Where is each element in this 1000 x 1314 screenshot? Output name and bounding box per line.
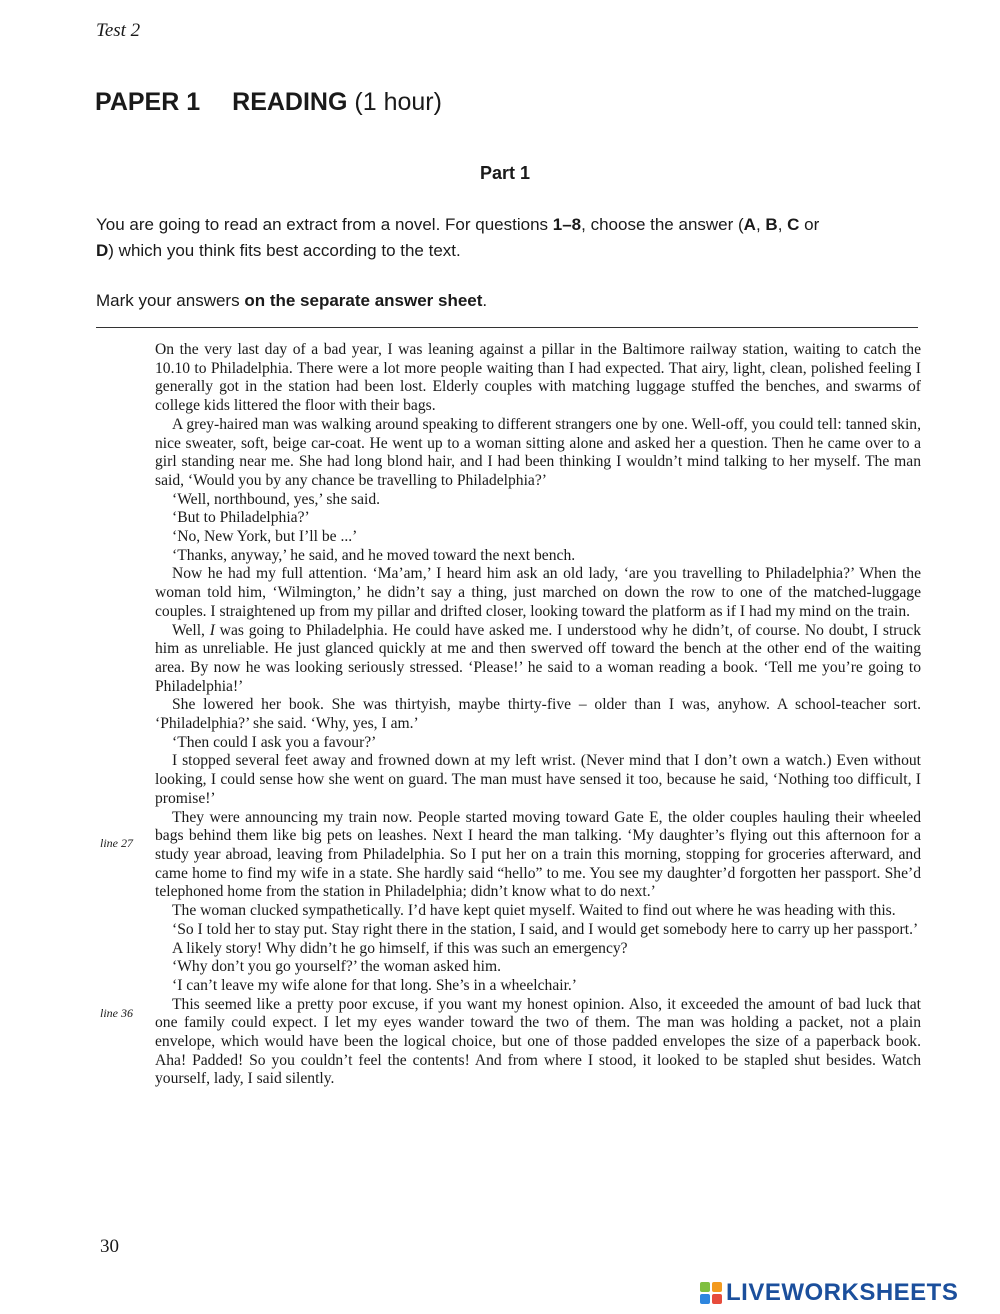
option-c-label: C xyxy=(787,215,800,234)
passage-paragraph: ‘Thanks, anyway,’ he said, and he moved toward the next bench. xyxy=(172,546,576,564)
instructions-text: ) which you think fits best according to the text. xyxy=(108,241,461,260)
passage-text: Well, xyxy=(172,621,210,639)
passage-paragraph xyxy=(155,622,921,697)
passage-paragraph: A grey-haired man was walking around speaking to different strangers one by one. Well-off, you could tell: tanned skin, nice sweater, soft, beige car-coat. He went up to a woman sitting alone and asked her a question. Then he came over to a girl standing near me. She had long blond hair, and I had been thinking I wouldn’t mind talking to her myself. The man said, ‘Would you by any chance be travelling to Philadelphia?’ xyxy=(155,415,921,489)
separator: , xyxy=(755,215,766,234)
passage-paragraph: ‘But to Philadelphia?’ xyxy=(172,509,310,527)
question-range: 1–8 xyxy=(552,215,582,234)
logo-square-blue xyxy=(700,1294,710,1304)
option-d-label: D xyxy=(96,241,109,260)
duration: (1 hour) xyxy=(354,88,442,116)
passage-paragraph: ‘Then could I ask you a favour?’ xyxy=(172,733,377,751)
line-27-marker: line 27 xyxy=(100,836,133,850)
liveworksheets-logo xyxy=(700,1279,958,1307)
divider-rule xyxy=(96,327,918,328)
passage-paragraph: ‘Why don’t you go yourself?’ the woman asked him. xyxy=(172,958,501,976)
running-head: Test 2 xyxy=(96,20,141,41)
part-title: Part 1 xyxy=(479,163,531,183)
logo-squares-icon xyxy=(700,1282,722,1304)
paper-label: PAPER 1 xyxy=(95,88,201,116)
section-label: READING xyxy=(232,88,348,116)
instructions-text: , choose the answer ( xyxy=(581,215,744,234)
passage-paragraph: A likely story! Why didn’t he go himself, if this was such an emergency? xyxy=(172,939,628,957)
page-number: 30 xyxy=(100,1236,119,1257)
passage-paragraph: I stopped several feet away and frowned down at my left wrist. (Never mind that I don’t own a watch.) Even without looking, I could sense how she went on guard. The man must have sensed it too, because he said, ‘Nothing too difficult, I promise!’ xyxy=(155,752,921,807)
passage-paragraph: They were announcing my train now. People started moving toward Gate E, the older couples hauling their wheeled bags behind them like big pets on leashes. Next I heard the man talking. ‘My daughter’s flying out this afternoon for a study year abroad, leaving from Philadelphia. So I put her on a train this morning, stopping for groceries afterward, and came home to find my wife in a state. She hardly said “hello” to me. You see my daughter’d forgotten her passport. She’d telephoned home from the station in Philadelphia; didn’t know what to do next.’ xyxy=(155,808,921,901)
separator: , xyxy=(777,215,788,234)
passage-text: was going to Philadelphia. He could have asked me. I understood why he didn’t, of course. No doubt, I struck him as unreliable. He just glanced quickly at me and then swerved off toward the bench at the other end of the waiting area. By now he was looking seriously stressed. ‘Please!’ he said to a woman reading a book. ‘Tell me you’re going to Philadelphia!’ xyxy=(155,621,921,695)
instructions-question-line xyxy=(96,212,926,264)
passage-paragraph: ‘Well, northbound, yes,’ she said. xyxy=(172,490,381,508)
passage-paragraph: Now he had my full attention. ‘Ma’am,’ I heard him ask an old lady, ‘are you travelling to Philadelphia?’ When the woman told him, ‘Wilmington,’ he didn’t say a thing, just marched on down the row to one of the matched-luggage couples. I straightened up from my pillar and drifted closer, looking toward the platform as if I had my mind on the train. xyxy=(155,565,921,620)
instructions-mark-line xyxy=(96,288,926,314)
passage-paragraph: ‘No, New York, but I’ll be ...’ xyxy=(172,528,358,546)
option-b-label: B xyxy=(765,215,778,234)
logo-square-red xyxy=(712,1294,722,1304)
logo-square-orange xyxy=(712,1282,722,1292)
passage-paragraph: On the very last day of a bad year, I was leaning against a pillar in the Baltimore railway station, waiting to catch the 10.10 to Philadelphia. There were a lot more people waiting than I had expected. That airy, light, clean, polished feeling I generally got in the station had been lost. Elderly couples with matching luggage stuffed the benches, and swarms of college kids littered the floor with their bags. xyxy=(155,341,921,415)
passage-paragraph: The woman clucked sympathetically. I’d have kept quiet myself. Waited to find out where he was heading with this. xyxy=(172,902,896,920)
passage-paragraph: This seemed like a pretty poor excuse, if you want my honest opinion. Also, it exceeded the amount of bad luck that one family could expect. I let my eyes wander toward the two of them. The man was holding a packet, not a plain envelope, which would have been the logical choice, but one of those padded envelopes the size of a paperback book. Aha! Padded! So you couldn’t feel the contents! And from where I stood, it looked to be stapled shut besides. Watch yourself, lady, I said silently. xyxy=(155,995,921,1088)
separator: or xyxy=(799,215,820,234)
instructions-text: You are going to read an extract from a novel. For questions xyxy=(96,215,553,234)
reading-passage xyxy=(155,341,921,1089)
instructions-text: Mark your answers xyxy=(96,291,245,310)
passage-emphasis: I xyxy=(209,621,215,639)
passage-paragraph: ‘So I told her to stay put. Stay right there in the station, I said, and I would get somebody here to carry up her passport.’ xyxy=(172,920,919,938)
instructions-text: . xyxy=(482,291,488,310)
answer-sheet-emphasis: on the separate answer sheet xyxy=(244,291,483,310)
line-36-marker: line 36 xyxy=(100,1006,133,1020)
option-a-label: A xyxy=(743,215,756,234)
instructions xyxy=(96,212,926,314)
passage-paragraph: She lowered her book. She was thirtyish, maybe thirty-five – older than I was, anyhow. A school-teacher sort. ‘Philadelphia?’ she said. ‘Why, yes, I am.’ xyxy=(155,696,921,733)
logo-text: LIVEWORKSHEETS xyxy=(726,1279,959,1306)
logo-square-green xyxy=(700,1282,710,1292)
passage-paragraph: ‘I can’t leave my wife alone for that long. She’s in a wheelchair.’ xyxy=(172,976,578,994)
paper-title xyxy=(95,88,442,117)
